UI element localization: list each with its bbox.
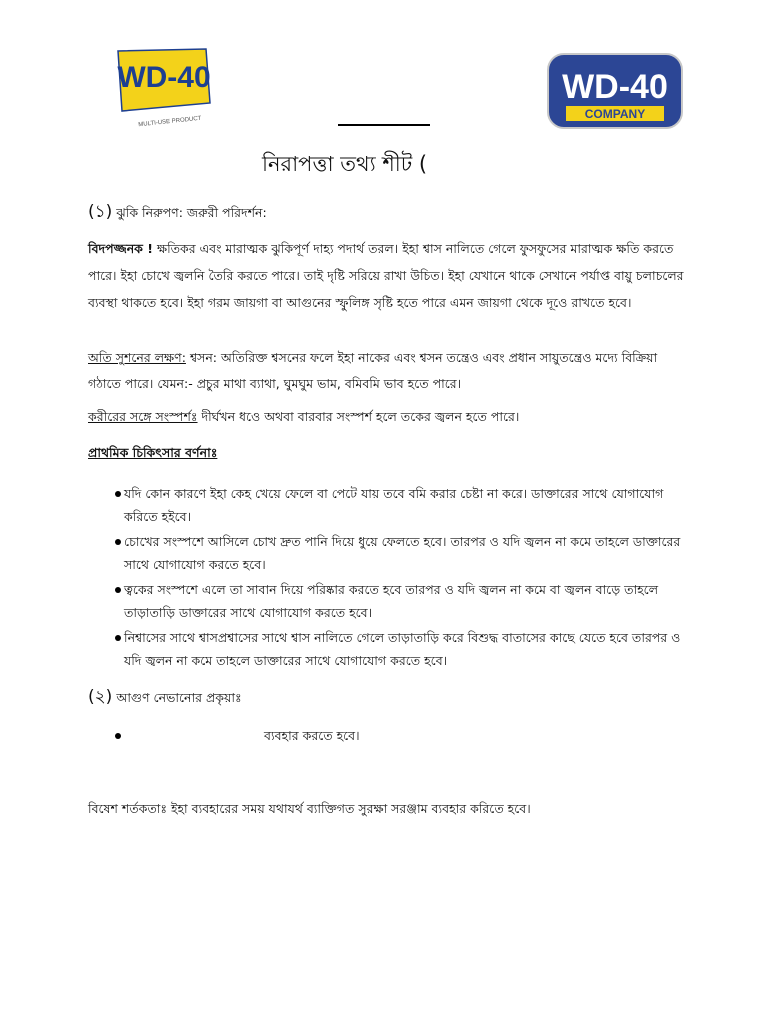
list-item: নিশ্বাসের সাথে শ্বাসপ্রশ্বাসের সাথে শ্বাস নালিতে গেলে তাড়াতাড়ি করে বিশুদ্ধ বাতাসের কাছে যেতে হবে তারপর ও যদি জ্বলন না কমে তাহলে ডাক্তারের সাথে যোগাযোগ করতে হবে। <box>88 626 688 672</box>
list-item: চোখের সংস্পশে আসিলে চোখ দ্রুত পানি দিয়ে ধুয়ে ফেলতে হবে। তারপর ও যদি জ্বলন না কমে তাহলে ডাক্তারের সাথে যোগাযোগ করতে হবে। <box>88 530 688 576</box>
overexposure-label: অতি সুশনের লক্ষণ: <box>88 350 186 365</box>
list-item: যদি কোন কারণে ইহা কেহ খেয়ে ফেলে বা পেটে যায় তবে বমি করার চেষ্টা না করে। ডাক্তারের সাথে যোগাযোগ করিতে হইবে। <box>88 482 688 528</box>
skin-contact-label: করীরের সঙ্গে সংস্পর্শঃ <box>88 409 198 424</box>
section2-heading-text: আগুণ নেভানোর প্রকৃয়াঃ <box>116 690 242 705</box>
special-caution: বিষেশ শর্তকতাঃ ইহা ব্যবহারের সময় যথাযর্থ ব্যাক্তিগত সুরক্ষা সরঞ্জাম ব্যবহার করিতে হবে। <box>88 801 531 816</box>
page-title: নিরাপত্তা তথ্য শীট ( <box>262 152 428 176</box>
hazard-label: বিদপজ্জনক ! <box>88 241 153 256</box>
wd40-yellow-logo-icon <box>112 47 212 127</box>
bullet-icon <box>115 635 121 641</box>
hazard-text: ক্ষতিকর এবং মারাত্মক ঝুকিপূর্ণ দাহ্য পদার্থ তরল। ইহা শ্বাস নালিতে গেলে ফুসফুসের মারাত্মক ক্ষতি করতে পারে। ইহা চোখে জ্বলনি তৈরি করতে পারে। তাই দৃষ্টি সরিয়ে রাখা উচিত। ইহা যেখানে থাকে সেখানে পর্যাপ্ত বায়ু চলাচলের ব্যবস্থা থাকতে হবে। ইহা গরম জায়গা বা আগুনের স্ফুলিঙ্গ সৃষ্টি হতে পারে এমন জায়গা থেকে দূওে রাখতে হবে। <box>88 241 684 310</box>
hazard-paragraph <box>88 235 688 316</box>
section1-number: (১) <box>88 202 113 222</box>
bullet-icon <box>115 733 121 739</box>
overexposure-text: শ্বসন: অতিরিক্ত শ্বসনের ফলে ইহা নাকের এবং শ্বসন তন্ত্রেও এবং প্রধান সায়ুতন্ত্রেও মদ্যে বিক্রিয়া গঠাতে পারে। যেমন:- প্রচুর মাথা ব্যাথা, ঘুমঘুম ভাম, বমিবমি ভাব হতে পারে। <box>88 350 658 391</box>
bullet-icon <box>115 587 121 593</box>
section1-heading-text: ঝুকি নিরুপণ: জরুরী পরিদর্শন: <box>116 205 267 220</box>
right-logo-sub: COMPANY <box>584 107 646 121</box>
bullet-icon <box>115 491 121 497</box>
title-rule <box>338 124 430 126</box>
skin-contact-paragraph <box>88 404 688 430</box>
section2-number: (২) <box>88 687 113 707</box>
first-aid-list <box>88 482 688 674</box>
bullet-icon <box>115 539 121 545</box>
overexposure-paragraph <box>88 345 688 397</box>
section1-heading <box>88 199 688 226</box>
section2-heading <box>88 684 688 711</box>
left-logo-brand: WD-40 <box>117 61 211 94</box>
left-logo-tagline: MULTI-USE PRODUCT <box>138 115 202 127</box>
list-item: ত্বকের সংস্পশে এলে তা সাবান দিয়ে পরিষ্কার করতে হবে তারপর ও যদি জ্বলন না কমে বা জ্বলন বাড়ে তাহলে তাড়াতাড়ি ডাক্তারের সাথে যোগাযোগ করতে হবে। <box>88 578 688 624</box>
skin-contact-text: দীর্ঘখন ধওে অথবা বারবার সংস্পর্শ হলে তকের জ্বলন হতে পারে। <box>201 409 520 424</box>
wd40-company-logo-icon <box>546 52 684 130</box>
right-logo-brand: WD-40 <box>562 68 668 106</box>
section2-item-text: ব্যবহার করতে হবে। <box>264 728 360 743</box>
first-aid-heading: প্রাথমিক চিকিৎসার বর্ণনাঃ <box>88 445 218 460</box>
